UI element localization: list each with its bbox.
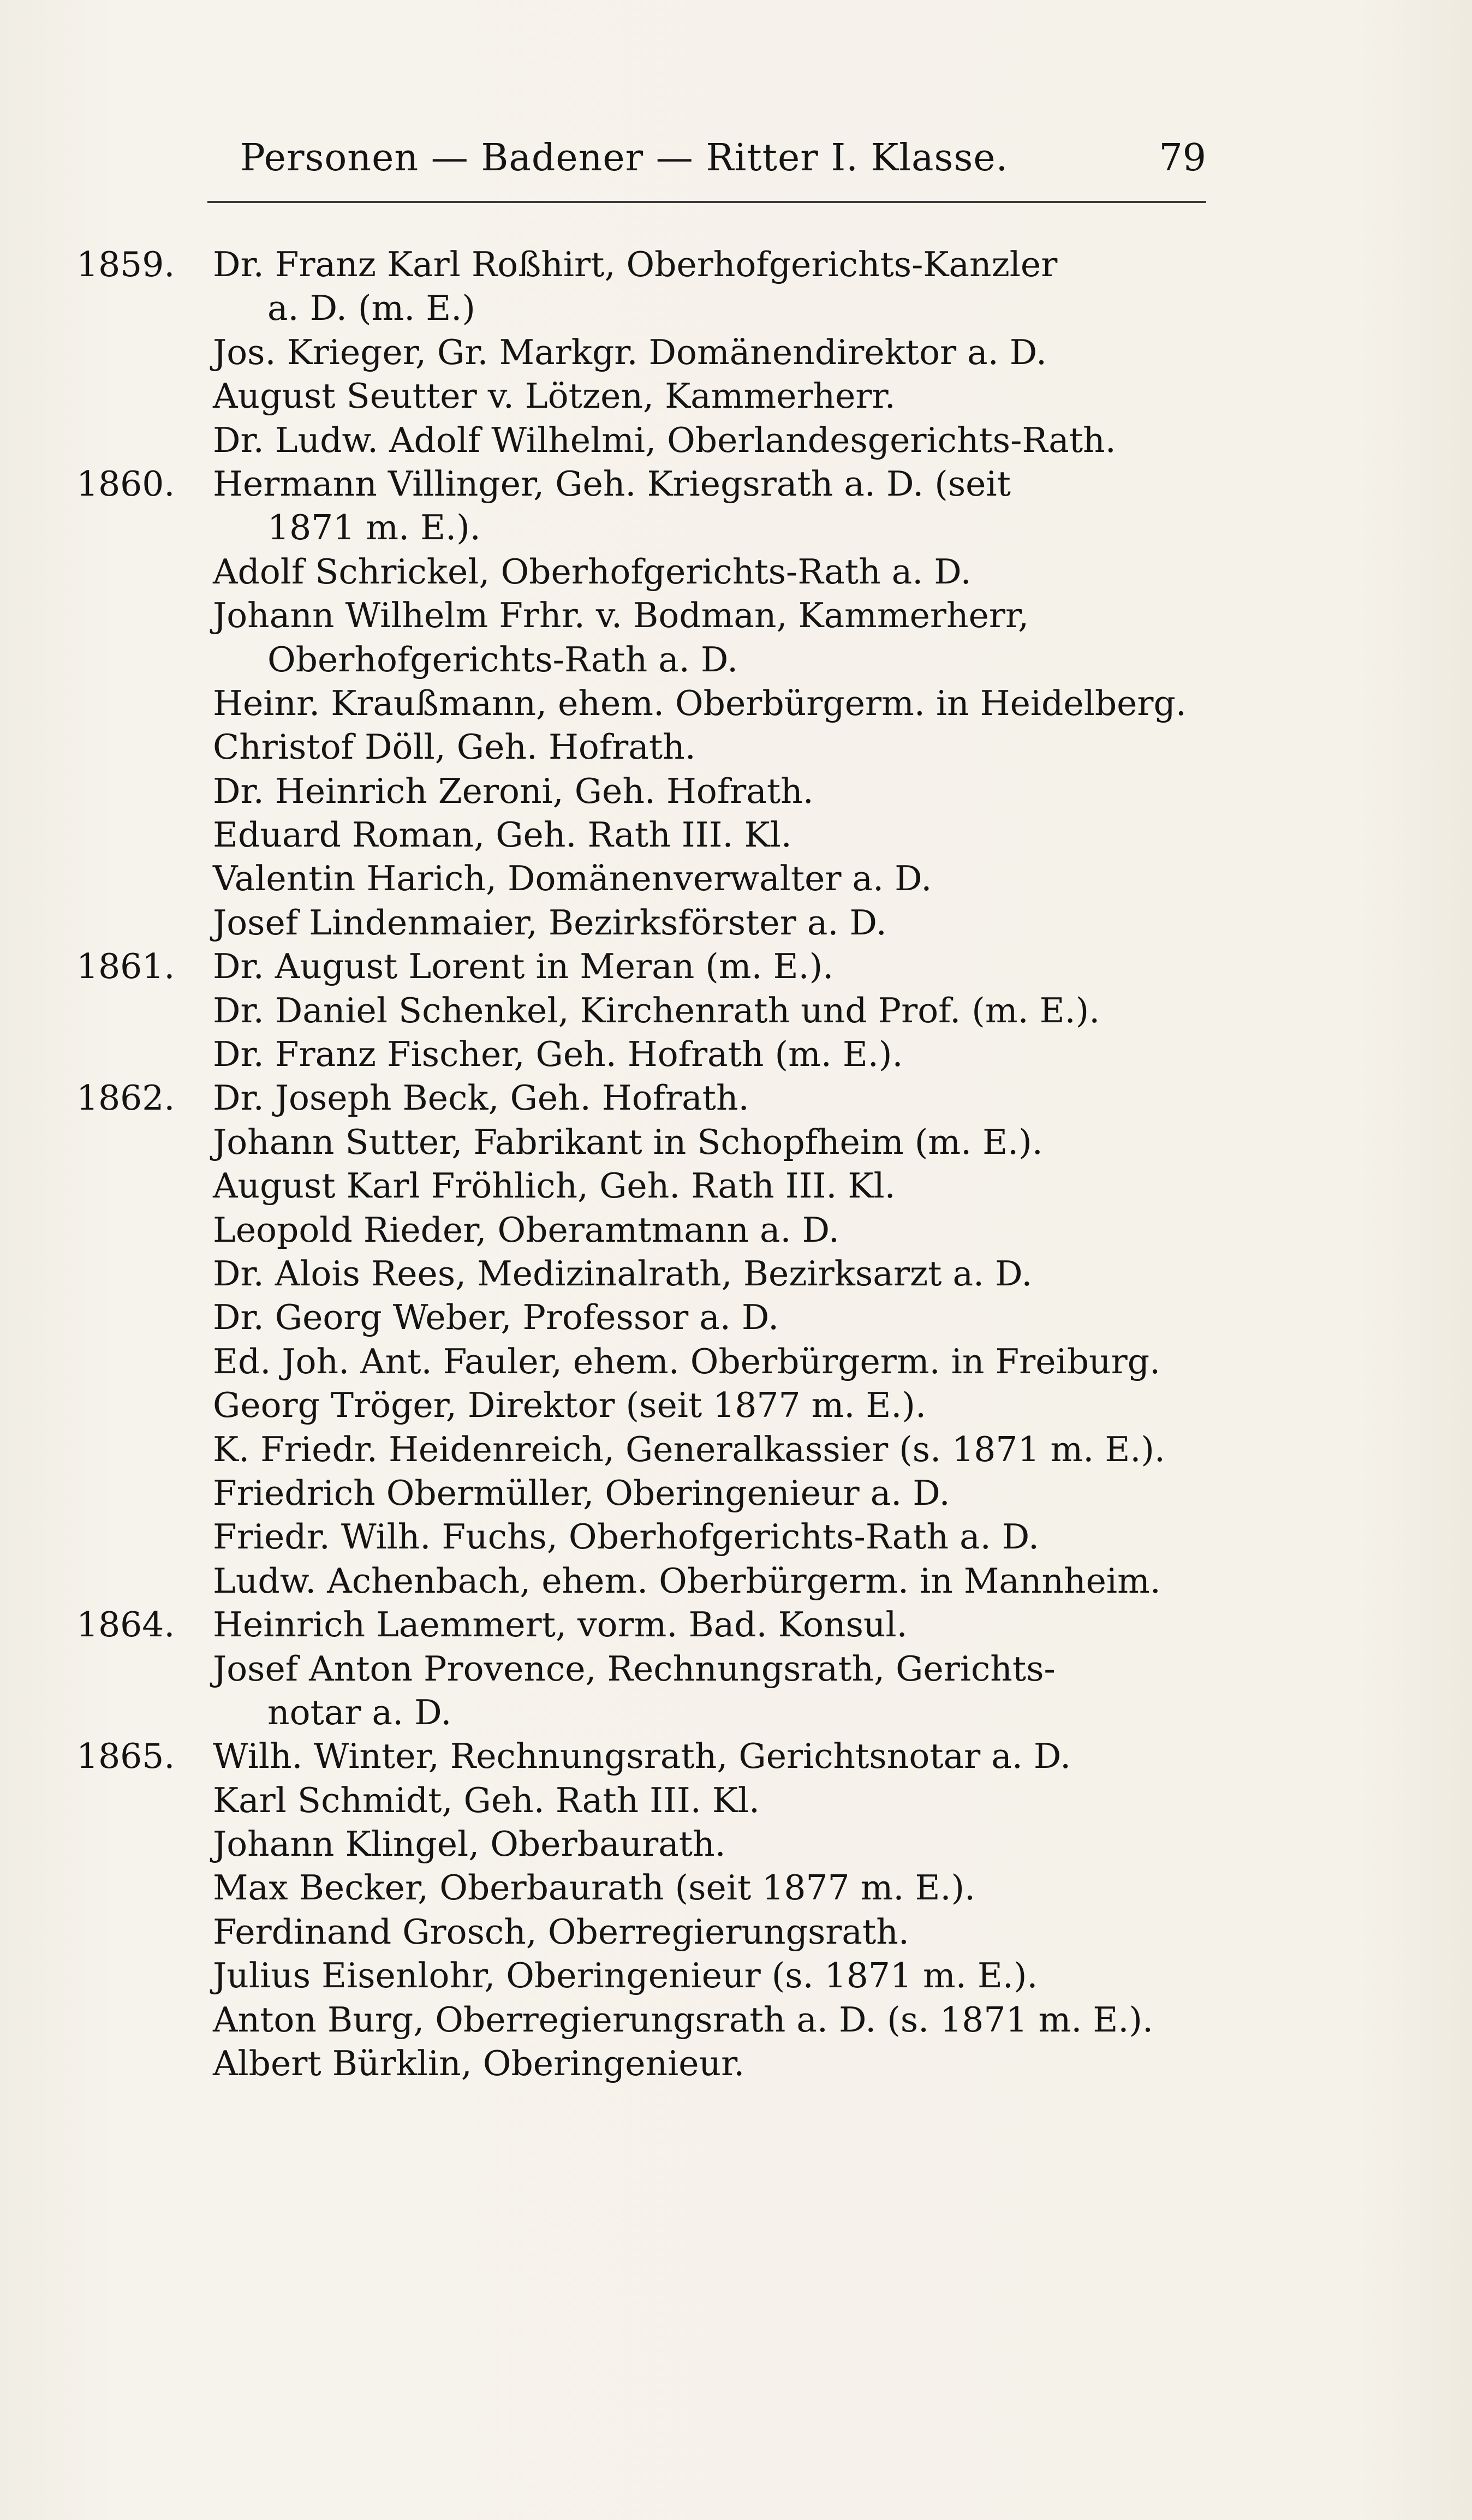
entry-line: [76, 1559, 1233, 1603]
entry-line: [76, 1033, 1233, 1076]
entry-text: Josef Lindenmaier, Bezirksförster a. D.: [213, 902, 887, 943]
entry-text: Eduard Roman, Geh. Rath III. Kl.: [213, 815, 792, 855]
header-rule: [207, 201, 1206, 203]
entry-text: Heinr. Kraußmann, ehem. Oberbürgerm. in Heidelberg.: [213, 683, 1187, 723]
entry-line: [76, 374, 1233, 418]
entry-line: [76, 1164, 1233, 1208]
entry-list: [76, 243, 1233, 2086]
entry-year: 1865.: [76, 1736, 175, 1777]
entry-line: [76, 550, 1233, 594]
entry-line: [76, 1998, 1233, 2042]
entry-text: Valentin Harich, Domänenverwalter a. D.: [213, 859, 932, 899]
entry-line: [76, 1647, 1233, 1691]
running-title: Personen — Badener — Ritter I. Klasse.: [240, 136, 1009, 180]
entry-continuation-line: [76, 287, 1233, 330]
entry-text: Dr. Georg Weber, Professor a. D.: [213, 1297, 779, 1338]
page-header: [207, 134, 1206, 183]
entry-line: [76, 419, 1233, 462]
entry-text: August Karl Fröhlich, Geh. Rath III. Kl.: [213, 1166, 896, 1206]
entry-line: [76, 1208, 1233, 1252]
entry-text: Dr. Heinrich Zeroni, Geh. Hofrath.: [213, 771, 814, 811]
entry-line: [76, 1515, 1233, 1559]
entry-year: 1861.: [76, 946, 175, 987]
entry-line: [76, 2042, 1233, 2086]
entry-year: 1864.: [76, 1605, 175, 1645]
entry-text: Jos. Krieger, Gr. Markgr. Domänendirektor a. D.: [213, 332, 1047, 372]
entry-text: a. D. (m. E.): [267, 288, 475, 329]
entry-text: Adolf Schrickel, Oberhofgerichts-Rath a. D.: [213, 551, 972, 592]
entry-line: [76, 594, 1233, 638]
entry-text: Josef Anton Provence, Rechnungsrath, Gerichts-: [213, 1648, 1056, 1689]
entry-line: [76, 1779, 1233, 1822]
entry-text: Albert Bürklin, Oberingenieur.: [213, 2044, 745, 2084]
entry-line: [76, 1822, 1233, 1866]
entry-continuation-line: [76, 638, 1233, 682]
entry-text: Johann Sutter, Fabrikant in Schopfheim (m. E.).: [213, 1122, 1043, 1162]
entry-text: Heinrich Laemmert, vorm. Bad. Konsul.: [213, 1605, 908, 1645]
entry-line: [76, 1252, 1233, 1296]
entry-text: Johann Klingel, Oberbaurath.: [213, 1824, 726, 1864]
entry-text: Hermann Villinger, Geh. Kriegsrath a. D. (seit: [213, 463, 1011, 504]
entry-line: [76, 243, 1233, 287]
entry-line: [76, 1296, 1233, 1339]
entry-text: Dr. Franz Karl Roßhirt, Oberhofgerichts-Kanzler: [213, 245, 1058, 284]
entry-text: Dr. Franz Fischer, Geh. Hofrath (m. E.).: [213, 1034, 903, 1075]
entry-line: [76, 1603, 1233, 1647]
page-number: 79: [1159, 136, 1206, 180]
entry-line: [76, 1384, 1233, 1427]
entry-text: Christof Döll, Geh. Hofrath.: [213, 727, 696, 767]
entry-text: Julius Eisenlohr, Oberingenieur (s. 1871 m. E.).: [213, 1956, 1038, 1996]
entry-line: [76, 1735, 1233, 1778]
entry-text: Dr. Daniel Schenkel, Kirchenrath und Prof. (m. E.).: [213, 990, 1100, 1030]
entry-text: Anton Burg, Oberregierungsrath a. D. (s. 1871 m. E.).: [213, 1999, 1153, 2040]
entry-line: [76, 1340, 1233, 1384]
entry-text: Georg Tröger, Direktor (seit 1877 m. E.).: [213, 1385, 927, 1426]
entry-text: Dr. Ludw. Adolf Wilhelmi, Oberlandesgerichts-Rath.: [213, 420, 1116, 460]
entry-line: [76, 857, 1233, 901]
entry-year: 1860.: [76, 463, 175, 504]
entry-continuation-line: [76, 1691, 1233, 1735]
entry-line: [76, 682, 1233, 725]
entry-line: [76, 1910, 1233, 1954]
entry-text: Friedrich Obermüller, Oberingenieur a. D.: [213, 1473, 950, 1513]
entry-text: K. Friedr. Heidenreich, Generalkassier (s. 1871 m. E.).: [213, 1429, 1165, 1469]
entry-line: [76, 770, 1233, 813]
entry-text: Ed. Joh. Ant. Fauler, ehem. Oberbürgerm. in Freiburg.: [213, 1341, 1161, 1381]
entry-line: [76, 462, 1233, 506]
entry-continuation-line: [76, 506, 1233, 550]
entry-text: 1871 m. E.).: [267, 508, 481, 548]
entry-text: Dr. Alois Rees, Medizinalrath, Bezirksarzt a. D.: [213, 1253, 1033, 1294]
entry-text: Dr. August Lorent in Meran (m. E.).: [213, 946, 834, 987]
entry-line: [76, 813, 1233, 857]
entry-line: [76, 1866, 1233, 1910]
entry-text: Leopold Rieder, Oberamtmann a. D.: [213, 1210, 839, 1250]
entry-line: [76, 1428, 1233, 1472]
entry-line: [76, 989, 1233, 1033]
entry-line: [76, 1121, 1233, 1164]
entry-line: [76, 945, 1233, 988]
entry-text: Johann Wilhelm Frhr. v. Bodman, Kammerherr,: [213, 595, 1029, 636]
entry-text: Karl Schmidt, Geh. Rath III. Kl.: [213, 1780, 760, 1820]
entry-line: [76, 331, 1233, 374]
entry-line: [76, 901, 1233, 945]
entry-text: Friedr. Wilh. Fuchs, Oberhofgerichts-Rath a. D.: [213, 1517, 1040, 1557]
entry-text: Wilh. Winter, Rechnungsrath, Gerichtsnotar a. D.: [213, 1736, 1071, 1777]
entry-year: 1859.: [76, 245, 175, 284]
entry-year: 1862.: [76, 1078, 175, 1118]
entry-line: [76, 725, 1233, 769]
entry-text: notar a. D.: [267, 1692, 452, 1732]
entry-line: [76, 1954, 1233, 1998]
entry-text: Oberhofgerichts-Rath a. D.: [267, 639, 738, 680]
entry-text: Dr. Joseph Beck, Geh. Hofrath.: [213, 1078, 749, 1118]
entry-text: August Seutter v. Lötzen, Kammerherr.: [213, 376, 896, 416]
entry-text: Ludw. Achenbach, ehem. Oberbürgerm. in Mannheim.: [213, 1560, 1161, 1601]
entry-text: Max Becker, Oberbaurath (seit 1877 m. E.).: [213, 1868, 976, 1908]
entry-text: Ferdinand Grosch, Oberregierungsrath.: [213, 1911, 909, 1952]
entry-line: [76, 1472, 1233, 1515]
entry-line: [76, 1076, 1233, 1120]
